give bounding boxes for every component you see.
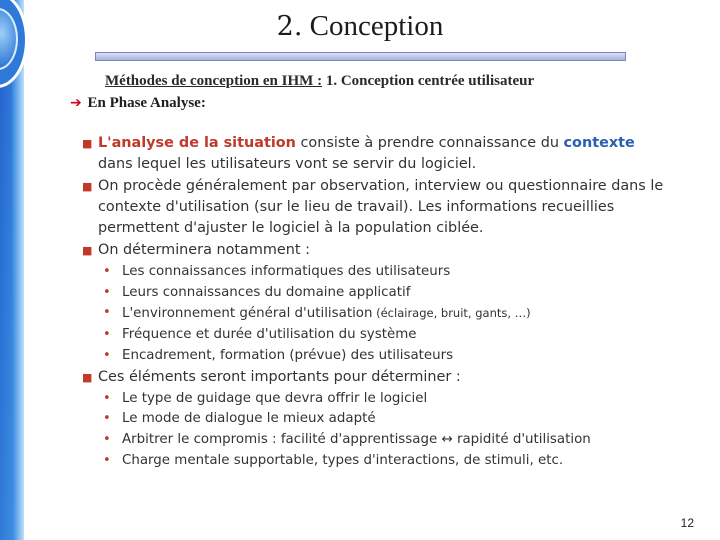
bullet-text: consiste à prendre connaissance du (295, 135, 564, 151)
title-underline-bar (95, 52, 626, 61)
sub-bullet (99, 451, 672, 472)
sub-bullet (99, 409, 672, 430)
page-number: 12 (680, 516, 694, 530)
sub-bullet (99, 346, 672, 367)
bullet-text: On procède généralement par observation, interview ou questionnaire dans le contexte d'utilisation (sur le lieu de travail). Les informations recueillies permettent d'ajuster le logiciel à la population ciblée. (98, 178, 664, 236)
dot-bullet-icon: • (103, 327, 111, 343)
bullet-determinera (82, 240, 672, 261)
slide-title (0, 6, 720, 46)
sub-bullet-text: Le type de guidage que devra offrir le logiciel (122, 390, 428, 406)
bullet-text: dans lequel les utilisateurs vont se servir du logiciel. (98, 156, 477, 172)
sub-bullet (99, 262, 672, 283)
sub-bullet (99, 389, 672, 410)
sub-bullet (99, 430, 672, 451)
bullet-observation (82, 176, 672, 239)
sub-bullet-text: Arbitrer le compromis : facilité d'apprentissage ↔ rapidité d'utilisation (122, 431, 591, 447)
sub-bullet-text: L'environnement général d'utilisation (122, 306, 373, 322)
highlight-analyse-situation: L'analyse de la situation (98, 135, 296, 151)
dot-bullet-icon: • (103, 411, 111, 427)
bullet-analyse-situation (82, 133, 672, 175)
sub-bullet-text: Fréquence et durée d'utilisation du système (122, 327, 417, 343)
phase-label: En Phase Analyse: (87, 95, 206, 111)
square-bullet-icon: ■ (82, 180, 93, 193)
highlight-contexte: contexte (563, 135, 635, 151)
dot-bullet-icon: • (103, 284, 111, 300)
sub-bullet-text: Encadrement, formation (prévue) des utilisateurs (122, 347, 454, 363)
dot-bullet-icon: • (103, 264, 111, 279)
phase-heading (70, 95, 206, 112)
square-bullet-icon: ■ (82, 370, 93, 384)
sub-bullet-text: Charge mentale supportable, types d'interactions, de stimuli, etc. (122, 452, 564, 468)
sub-bullet (99, 325, 672, 346)
subtitle-link[interactable]: Méthodes de conception en IHM : (105, 73, 323, 89)
dot-bullet-icon: • (103, 390, 111, 406)
slide-subtitle (105, 73, 534, 90)
title-number: 2. (276, 11, 303, 42)
sub-bullet-text: Les connaissances informatiques des utilisateurs (122, 264, 451, 279)
sub-bullet (99, 283, 672, 304)
dot-bullet-icon: • (103, 431, 111, 447)
square-bullet-icon: ■ (82, 244, 93, 257)
square-bullet-icon: ■ (82, 137, 93, 150)
sub-bullet (99, 303, 672, 325)
sub-bullet-text: Le mode de dialogue le mieux adapté (122, 411, 376, 427)
bullet-text: On déterminera notamment : (98, 242, 310, 258)
dot-bullet-icon: • (103, 452, 111, 468)
title-text: Conception (309, 10, 444, 42)
sub-bullet-note: (éclairage, bruit, gants, …) (372, 306, 531, 321)
dot-bullet-icon: • (103, 305, 111, 321)
dot-bullet-icon: • (103, 347, 111, 363)
bullet-content (82, 133, 672, 471)
bullet-text: Ces éléments seront importants pour déterminer : (98, 368, 461, 385)
bullet-elements-importants (82, 367, 672, 388)
arrow-right-icon: ➔ (70, 95, 82, 111)
subtitle-rest: 1. Conception centrée utilisateur (322, 73, 535, 89)
sub-bullet-text: Leurs connaissances du domaine applicatif (122, 284, 411, 300)
